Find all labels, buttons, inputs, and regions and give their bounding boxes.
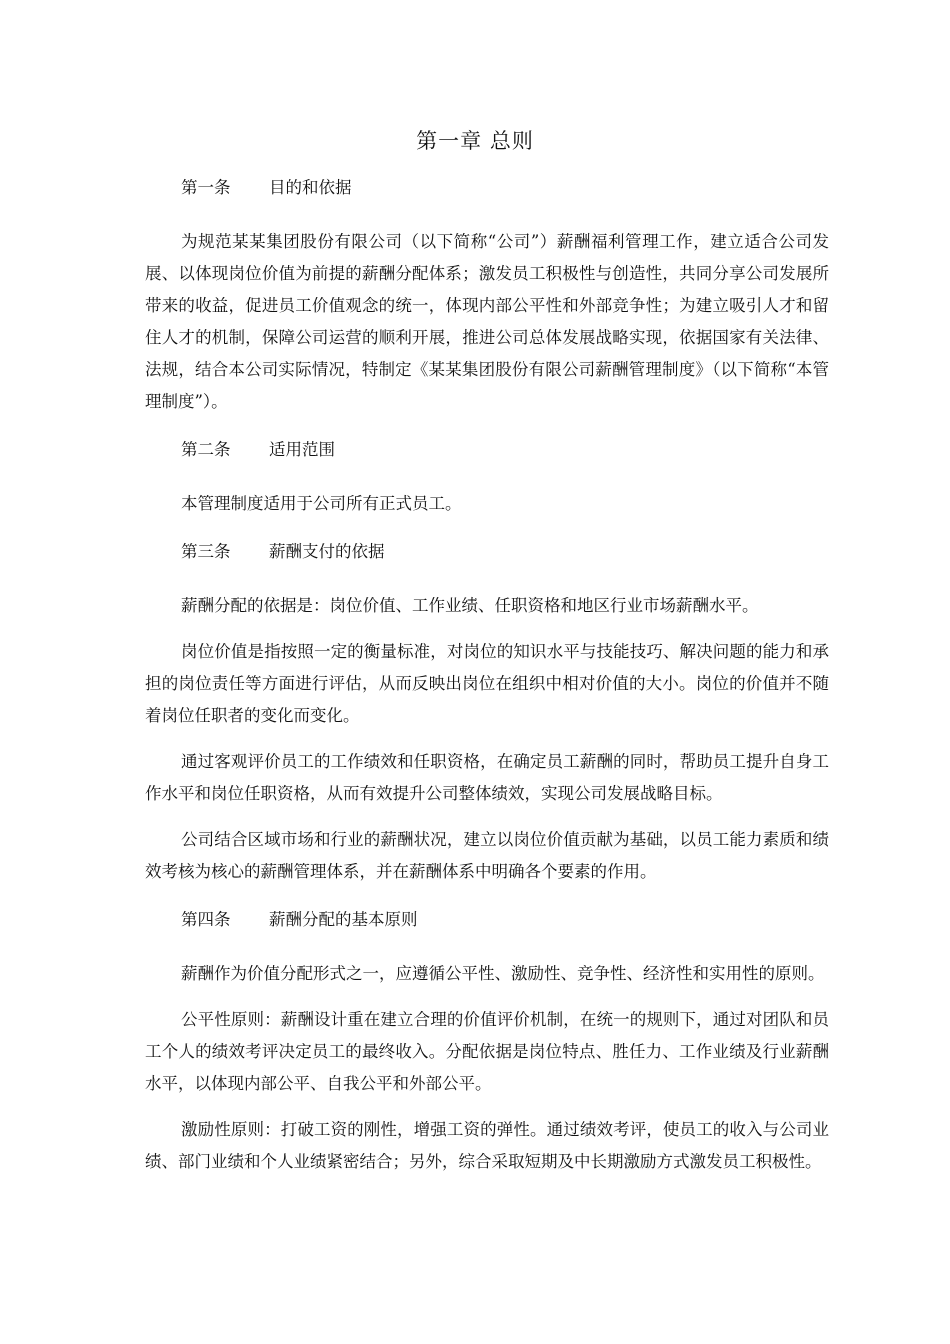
article-title: 目的和依据 [269, 178, 352, 197]
paragraph: 通过客观评价员工的工作绩效和任职资格，在确定员工薪酬的同时，帮助员工提升自身工作水平和岗位任职资格，从而有效提升公司整体绩效，实现公司发展战略目标。 [145, 752, 829, 803]
article-heading [145, 536, 829, 568]
paragraph: 本管理制度适用于公司所有正式员工。 [181, 494, 462, 513]
article-heading [145, 172, 829, 204]
article-number: 第一条 [181, 178, 231, 197]
article-title: 适用范围 [269, 440, 335, 459]
document-body [145, 172, 829, 1192]
article-number: 第二条 [181, 440, 231, 459]
chapter-title: 第一章 总则 [416, 129, 534, 153]
article-heading [145, 904, 829, 936]
paragraph: 激励性原则：打破工资的刚性，增强工资的弹性。通过绩效考评，使员工的收入与公司业绩、部门业绩和个人业绩紧密结合；另外，综合采取短期及中长期激励方式激发员工积极性。 [145, 1120, 829, 1171]
article-number: 第三条 [181, 542, 231, 561]
article-title: 薪酬分配的基本原则 [269, 910, 418, 929]
paragraph: 公平性原则：薪酬设计重在建立合理的价值评价机制，在统一的规则下，通过对团队和员工个人的绩效考评决定员工的最终收入。分配依据是岗位特点、胜任力、工作业绩及行业薪酬水平，以体现内部公平、自我公平和外部公平。 [145, 1010, 829, 1093]
paragraph: 薪酬作为价值分配形式之一，应遵循公平性、激励性、竞争性、经济性和实用性的原则。 [181, 964, 825, 983]
paragraph: 公司结合区域市场和行业的薪酬状况，建立以岗位价值贡献为基础，以员工能力素质和绩效考核为核心的薪酬管理体系，并在薪酬体系中明确各个要素的作用。 [145, 830, 829, 881]
paragraph: 岗位价值是指按照一定的衡量标准，对岗位的知识水平与技能技巧、解决问题的能力和承担的岗位责任等方面进行评估，从而反映出岗位在组织中相对价值的大小。岗位的价值并不随着岗位任职者的变化而变化。 [145, 642, 829, 725]
article-title: 薪酬支付的依据 [269, 542, 385, 561]
paragraph: 薪酬分配的依据是：岗位价值、工作业绩、任职资格和地区行业市场薪酬水平。 [181, 596, 759, 615]
article-number: 第四条 [181, 910, 231, 929]
article-heading [145, 434, 829, 466]
paragraph: 为规范某某集团股份有限公司（以下简称“公司”）薪酬福利管理工作，建立适合公司发展、以体现岗位价值为前提的薪酬分配体系；激发员工积极性与创造性，共同分享公司发展所带来的收益，促进员工价值观念的统一，体现内部公平性和外部竞争性；为建立吸引人才和留住人才的机制，保障公司运营的顺利开展，推进公司总体发展战略实现，依据国家有关法律、法规，结合本公司实际情况，特制定《某某集团股份有限公司薪酬管理制度》（以下简称“本管理制度”）。 [145, 232, 829, 411]
